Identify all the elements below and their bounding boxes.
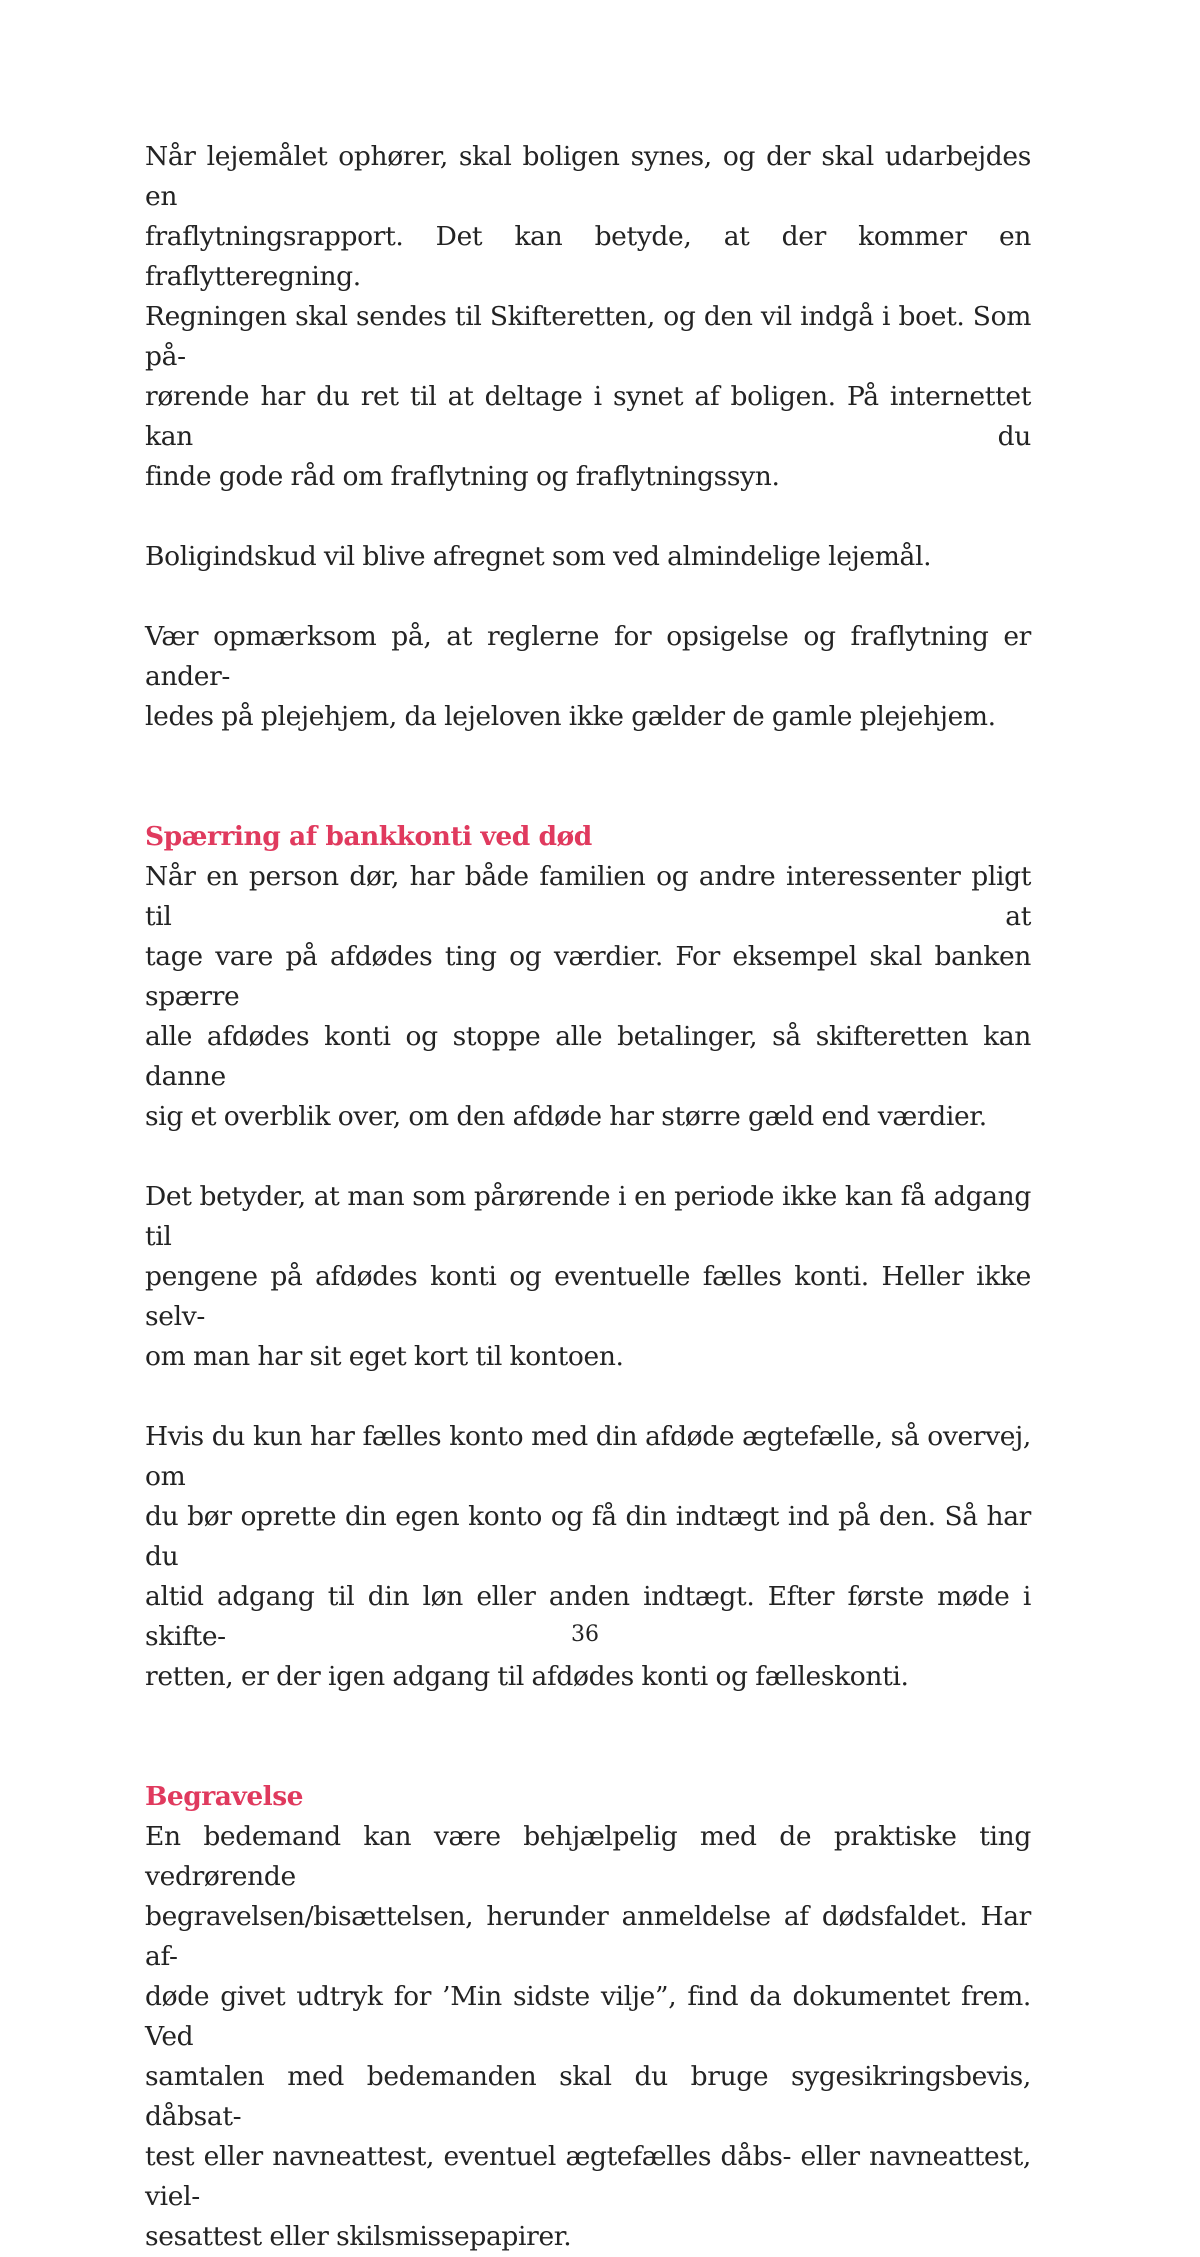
text-line: pengene på afdødes konti og eventuelle fælles konti. Heller ikke selv- [145,1261,1031,1332]
section-heading: Begravelse [145,1781,304,1812]
text-line: sesattest eller skilsmissepapirer. [145,2221,572,2252]
text-line: test eller navneattest, eventuel ægtefælles dåbs- eller navneattest, viel- [145,2141,1031,2212]
page-number: 36 [571,1622,599,1647]
section-heading: Spærring af bankkonti ved død [145,821,592,852]
text-line: fraflytningsrapport. Det kan betyde, at der kommer en fraflytteregning. [145,221,1031,292]
text-line: alle afdødes konti og stoppe alle betalinger, så skifteretten kan danne [145,1021,1031,1092]
text-line: døde givet udtryk for ’Min sidste vilje”, find da dokumentet frem. Ved [145,1981,1031,2052]
paragraph [145,857,1031,1137]
text-line: Det betyder, at man som pårørende i en periode ikke kan få adgang til [145,1181,1031,1252]
text-line: sig et overblik over, om den afdøde har større gæld end værdier. [145,1101,987,1132]
text-line: du bør oprette din egen konto og få din indtægt ind på den. Så har du [145,1501,1031,1572]
text-line: altid adgang til din løn eller anden indtægt. Efter første møde i skifte- [145,1581,1031,1652]
text-line: retten, er der igen adgang til afdødes konti og fælleskonti. [145,1661,909,1692]
text-line: begravelsen/bisættelsen, herunder anmeldelse af dødsfaldet. Har af- [145,1901,1031,1972]
paragraph [145,617,1031,737]
section-bankkonti [145,817,1031,1697]
text-line: En bedemand kan være behjælpelig med de praktiske ting vedrørende [145,1821,1031,1892]
text-line: rørende har du ret til at deltage i synet af boligen. På internettet kan du [145,381,1031,452]
paragraph [145,1817,1031,2257]
paragraph [145,137,1031,497]
text-line: tage vare på afdødes ting og værdier. For eksempel skal banken spærre [145,941,1031,1012]
section-begravelse [145,1777,1031,2257]
section-fraflytning [145,137,1031,737]
text-line: Hvis du kun har fælles konto med din afdøde ægtefælle, så overvej, om [145,1421,1031,1492]
paragraph [145,537,1031,577]
paragraph [145,1177,1031,1377]
text-line: Når lejemålet ophører, skal boligen synes, og der skal udarbejdes en [145,141,1031,212]
text-line: samtalen med bedemanden skal du bruge sygesikringsbevis, dåbsat- [145,2061,1031,2132]
text-line: Regningen skal sendes til Skifteretten, og den vil indgå i boet. Som på- [145,301,1031,372]
text-line: Boligindskud vil blive afregnet som ved almindelige lejemål. [145,541,932,572]
text-line: Når en person dør, har både familien og andre interessenter pligt til at [145,861,1031,932]
page-content [145,137,1031,2257]
paragraph [145,1417,1031,1697]
text-line: om man har sit eget kort til kontoen. [145,1341,624,1372]
text-line: Vær opmærksom på, at reglerne for opsigelse og fraflytning er ander- [145,621,1031,692]
text-line: finde gode råd om fraflytning og fraflytningssyn. [145,461,780,492]
text-line: ledes på plejehjem, da lejeloven ikke gælder de gamle plejehjem. [145,701,996,732]
